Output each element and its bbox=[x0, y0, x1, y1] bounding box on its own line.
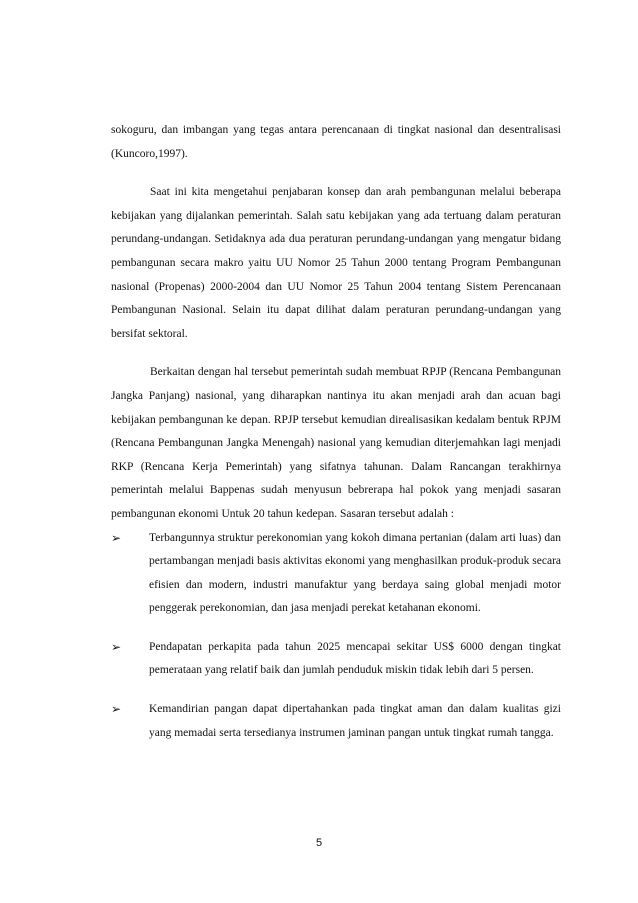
paragraph-kebijakan: Saat ini kita mengetahui penjabaran konsep dan arah pembangunan melalui beberapa kebijakan yang dijalankan pemerintah. Salah satu kebijakan yang ada tertuang dalam peraturan perundang-undangan. Setidaknya ada dua peraturan perundang-undangan yang mengatur bidang pembangunan secara makro yaitu UU Nomor 25 Tahun 2000 tentang Program Pembangunan nasional (Propenas) 2000-2004 dan UU Nomor 25 Tahun 2004 tentang Sistem Perencanaan Pembangunan Nasional. Selain itu dapat dilihat dalam peraturan perundang-undangan yang bersifat sektoral. bbox=[111, 186, 561, 340]
arrow-bullet-icon: ➢ bbox=[111, 530, 122, 545]
list-item-text: Pendapatan perkapita pada tahun 2025 mencapai sekitar US$ 6000 dengan tingkat pemerataan yang relatif baik dan jumlah penduduk miskin tidak lebih dari 5 persen. bbox=[149, 640, 561, 677]
page-number: 5 bbox=[315, 837, 323, 849]
list-item bbox=[111, 527, 561, 621]
paragraph-continuation: sokoguru, dan imbangan yang tegas antara perencanaan di tingkat nasional dan desentralisasi (Kuncoro,1997). bbox=[111, 124, 561, 160]
list-item bbox=[111, 698, 561, 745]
list-item-text: Kemandirian pangan dapat dipertahankan pada tingkat aman dan dalam kualitas gizi yang memadai serta tersedianya instrumen jaminan pangan untuk tingkat rumah tangga. bbox=[149, 703, 561, 739]
body-text bbox=[111, 119, 561, 745]
list-item bbox=[111, 636, 561, 683]
target-list bbox=[111, 527, 561, 746]
list-item-text: Terbangunnya struktur perekonomian yang kokoh dimana pertanian (dalam arti luas) dan pertambangan menjadi basis aktivitas ekonomi yang menghasilkan produk-produk secara efisien dan modern, industri manufaktur yang berdaya saing global menjadi motor penggerak perekonomian, dan jasa menjadi perekat ketahanan ekonomi. bbox=[149, 531, 561, 615]
arrow-bullet-icon: ➢ bbox=[111, 702, 122, 717]
paragraph-rpjp: Berkaitan dengan hal tersebut pemerintah sudah membuat RPJP (Rencana Pembangunan Jangka Panjang) nasional, yang diharapkan nantinya itu akan menjadi arah dan acuan bagi kebijakan pembangunan ke depan. RPJP tersebut kemudian direalisasikan kedalam bentuk RPJM (Rencana Pembangunan Jangka Menengah) nasional yang kemudian diterjemahkan lagi menjadi RKP (Rencana Kerja Pemerintah) yang sifatnya tahunan. Dalam Rancangan terakhirnya pemerintah melalui Bappenas sudah menyusun bebrerapa hal pokok yang menjadi sasaran pembangunan ekonomi Untuk 20 tahun kedepan. Sasaran tersebut adalah : bbox=[111, 366, 561, 520]
arrow-bullet-icon: ➢ bbox=[111, 639, 122, 654]
